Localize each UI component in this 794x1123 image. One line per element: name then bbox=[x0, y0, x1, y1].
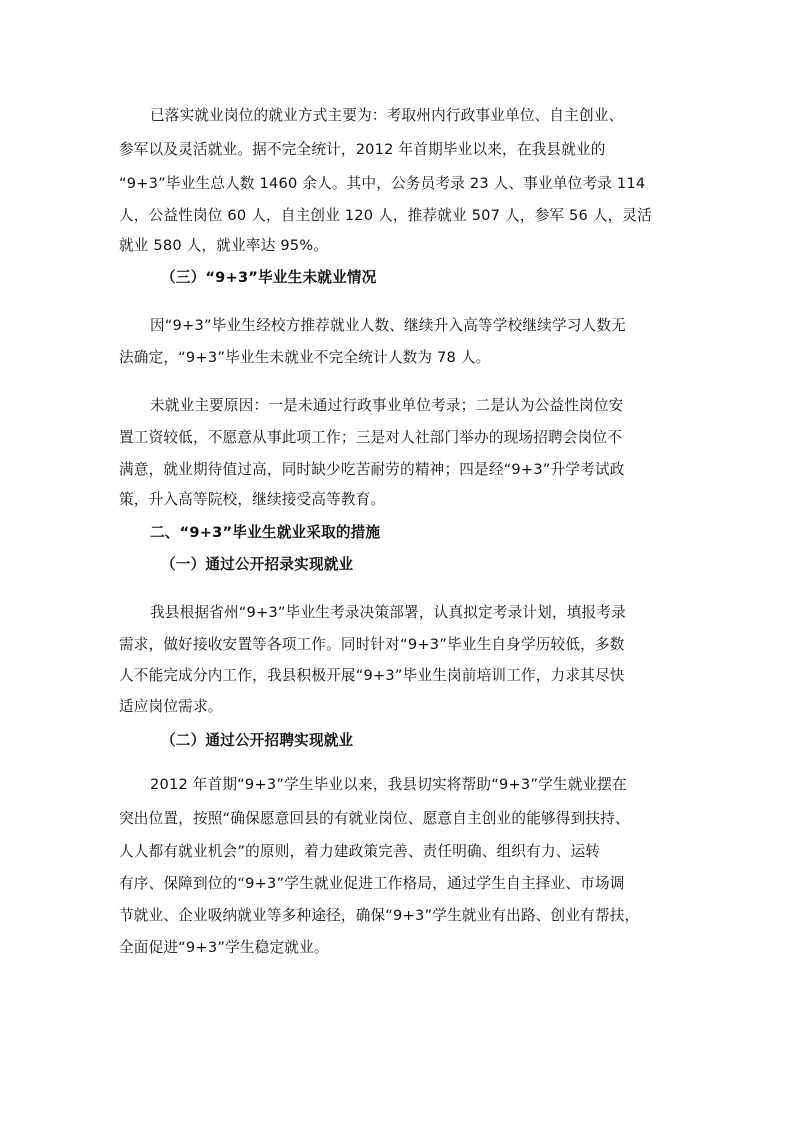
paragraph-line: 参军以及灵活就业。据不完全统计，2012 年首期毕业以来，在我县就业的 bbox=[119, 141, 606, 158]
paragraph-line: “9+3”毕业生总人数 1460 余人。其中，公务员考录 23 人、事业单位考录 114 bbox=[119, 175, 646, 192]
paragraph-line: 置工资较低，不愿意从事此项工作；三是对人社部门举办的现场招聘会岗位不 bbox=[119, 429, 622, 446]
paragraph-line: 法确定，“9+3”毕业生未就业不完全统计人数为 78 人。 bbox=[119, 349, 491, 366]
paragraph-line: 突出位置，按照“确保愿意回县的有就业岗位、愿意自主创业的能够得到扶持、 bbox=[119, 810, 630, 827]
paragraph-line: 需求，做好接收安置等各项工作。同时针对“9+3”毕业生自身学历较低，多数 bbox=[119, 636, 625, 653]
paragraph-line: 人不能完成分内工作，我县积极开展“9+3”毕业生岗前培训工作，力求其尽快 bbox=[119, 667, 625, 684]
paragraph-line: 就业 580 人，就业率达 95%。 bbox=[119, 237, 329, 254]
paragraph-line: 适应岗位需求。 bbox=[119, 698, 223, 715]
section-heading: （一）通过公开招录实现就业 bbox=[161, 556, 354, 573]
paragraph-line: 人人都有就业机会”的原则，着力建政策完善、责任明确、组织有力、运转 bbox=[119, 843, 601, 860]
paragraph-line: 全面促进“9+3”学生稳定就业。 bbox=[119, 939, 329, 956]
paragraph-line: 满意，就业期待值过高，同时缺少吃苦耐劳的精神；四是经“9+3”升学考试政 bbox=[119, 461, 625, 478]
paragraph-line: 已落实就业岗位的就业方式主要为：考取州内行政事业单位、自主创业、 bbox=[150, 107, 624, 124]
paragraph-line: 节就业、企业吸纳就业等多种途径，确保“9+3”学生就业有出路、创业有帮扶， bbox=[119, 907, 640, 924]
section-heading: （二）通过公开招聘实现就业 bbox=[161, 732, 354, 749]
paragraph-line: 策，升入高等院校，继续接受高等教育。 bbox=[119, 491, 386, 508]
section-heading: 二、“9+3”毕业生就业采取的措施 bbox=[150, 524, 381, 541]
paragraph-line: 2012 年首期“9+3”学生毕业以来，我县切实将帮助“9+3”学生就业摆在 bbox=[150, 776, 627, 793]
section-heading: （三）“9+3”毕业生未就业情况 bbox=[161, 269, 377, 286]
paragraph-line: 未就业主要原因：一是未通过行政事业单位考录；二是认为公益性岗位安 bbox=[150, 397, 624, 414]
paragraph-line: 我县根据省州“9+3”毕业生考录决策部署，认真拟定考录计划，填报考录 bbox=[150, 604, 626, 621]
paragraph-line: 有序、保障到位的“9+3”学生就业促进工作格局，通过学生自主择业、市场调 bbox=[119, 875, 625, 892]
paragraph-line: 人，公益性岗位 60 人，自主创业 120 人，推荐就业 507 人，参军 56 人，灵活 bbox=[119, 207, 652, 224]
paragraph-line: 因“9+3”毕业生经校方推荐就业人数、继续升入高等学校继续学习人数无 bbox=[150, 317, 626, 334]
